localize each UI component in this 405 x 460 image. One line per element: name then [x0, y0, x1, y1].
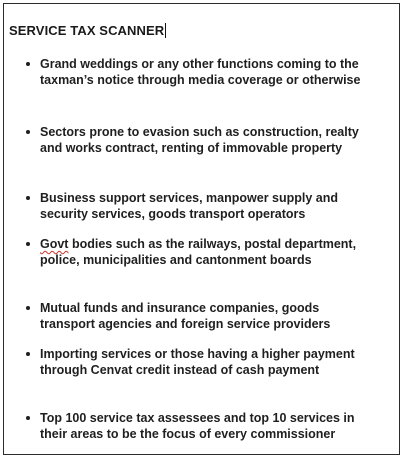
- bullet-icon: [26, 130, 30, 134]
- list-item-text: [40, 236, 376, 268]
- list-item-text: Importing services or those having a higher payment through Cenvat credit instead of cash payment: [40, 347, 355, 377]
- list-item: [26, 346, 376, 378]
- list-item: [26, 236, 376, 268]
- list-item-text-rest: bodies such as the railways, postal department, police, municipalities and cantonment boards: [40, 237, 357, 267]
- list-item: [26, 124, 376, 156]
- list-item: [26, 56, 376, 88]
- spellcheck-flagged-word[interactable]: Govt: [40, 237, 69, 251]
- list-item-text: Grand weddings or any other functions coming to the taxman’s notice through media coverage or otherwise: [40, 57, 361, 87]
- list-item-text: Mutual funds and insurance companies, goods transport agencies and foreign service providers: [40, 301, 331, 331]
- bullet-icon: [26, 352, 30, 356]
- bullet-icon: [26, 62, 30, 66]
- bullet-icon: [26, 306, 30, 310]
- bullet-icon: [26, 196, 30, 200]
- document-title-text: SERVICE TAX SCANNER: [9, 23, 165, 38]
- list-item: [26, 190, 376, 222]
- bullet-icon: [26, 416, 30, 420]
- bullet-icon: [26, 242, 30, 246]
- document-frame: [3, 3, 400, 455]
- list-item: [26, 300, 376, 332]
- list-item-text: Business support services, manpower supply and security services, goods transport operators: [40, 191, 339, 221]
- text-cursor: [165, 23, 166, 38]
- list-item-text: Sectors prone to evasion such as construction, realty and works contract, renting of immovable property: [40, 125, 359, 155]
- document-title: [9, 23, 166, 38]
- list-item-text: Top 100 service tax assessees and top 10 services in their areas to be the focus of every commissioner: [40, 411, 355, 441]
- list-item: [26, 410, 376, 442]
